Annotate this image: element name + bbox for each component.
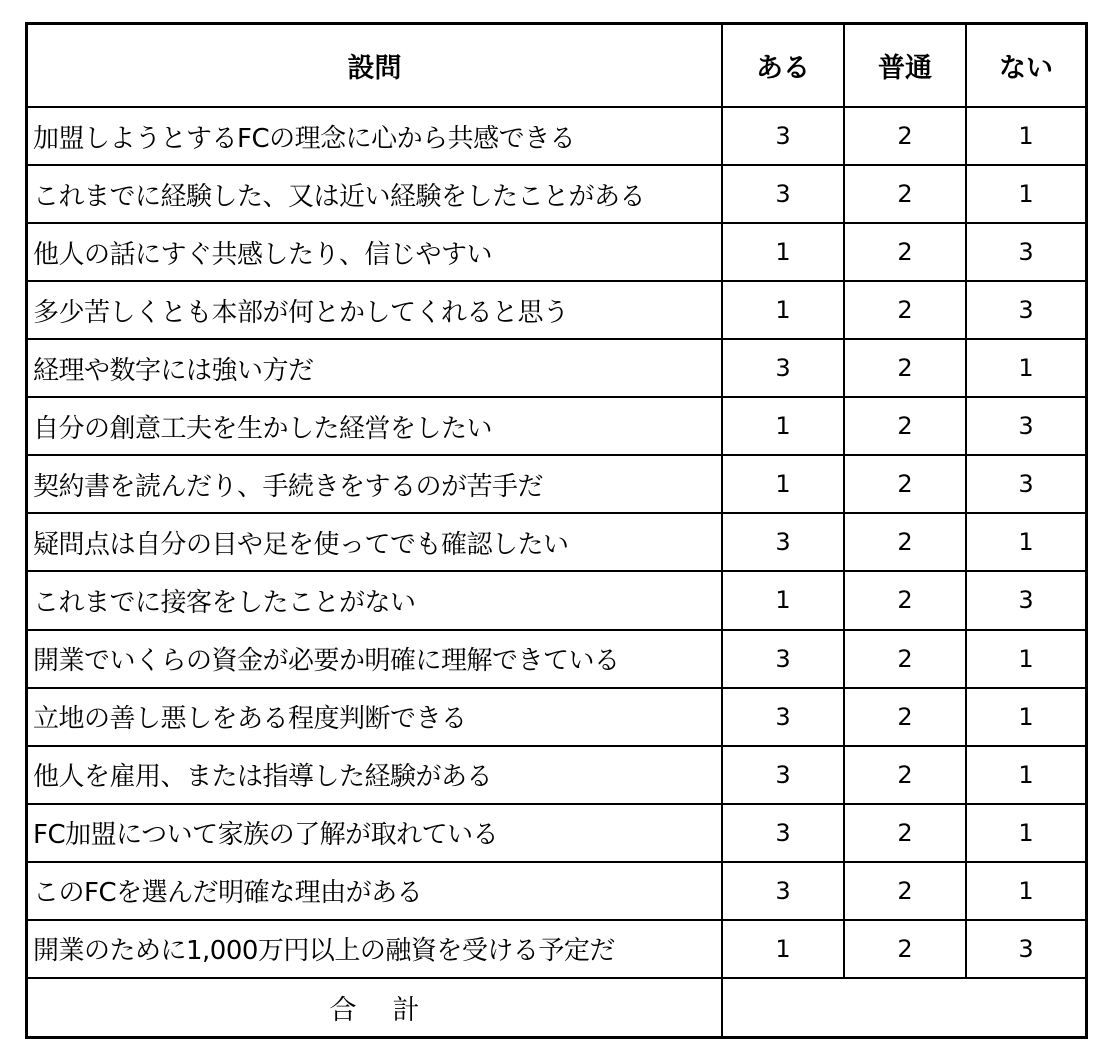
score-no: 3 <box>966 397 1085 455</box>
score-yes: 3 <box>722 862 844 920</box>
score-no: 1 <box>966 688 1085 746</box>
score-yes: 1 <box>722 223 844 281</box>
score-yes: 3 <box>722 107 844 165</box>
header-no: ない <box>966 25 1085 107</box>
survey-sheet <box>25 22 1088 1039</box>
score-normal: 2 <box>844 397 966 455</box>
score-normal: 2 <box>844 688 966 746</box>
table-row <box>28 746 1085 804</box>
score-yes: 3 <box>722 804 844 862</box>
score-no: 3 <box>966 281 1085 339</box>
score-yes: 3 <box>722 339 844 397</box>
question-text: 立地の善し悪しをある程度判断できる <box>28 688 722 746</box>
score-normal: 2 <box>844 862 966 920</box>
table-row <box>28 630 1085 688</box>
table-row <box>28 165 1085 223</box>
table-row <box>28 804 1085 862</box>
score-no: 1 <box>966 513 1085 571</box>
total-value-cell[interactable] <box>722 978 1085 1036</box>
table-row <box>28 223 1085 281</box>
header-row <box>28 25 1085 107</box>
score-no: 3 <box>966 920 1085 978</box>
table-row <box>28 513 1085 571</box>
question-text: 疑問点は自分の目や足を使ってでも確認したい <box>28 513 722 571</box>
score-no: 1 <box>966 165 1085 223</box>
survey-table <box>28 25 1085 1036</box>
question-text: 開業のために1,000万円以上の融資を受ける予定だ <box>28 920 722 978</box>
score-normal: 2 <box>844 223 966 281</box>
question-text: これまでに接客をしたことがない <box>28 571 722 629</box>
table-row <box>28 281 1085 339</box>
question-text: 加盟しようとするFCの理念に心から共感できる <box>28 107 722 165</box>
score-yes: 3 <box>722 688 844 746</box>
question-text: 経理や数字には強い方だ <box>28 339 722 397</box>
score-normal: 2 <box>844 746 966 804</box>
score-no: 1 <box>966 862 1085 920</box>
score-yes: 3 <box>722 513 844 571</box>
table-row <box>28 107 1085 165</box>
table-row <box>28 397 1085 455</box>
question-text: 多少苦しくとも本部が何とかしてくれると思う <box>28 281 722 339</box>
score-no: 1 <box>966 630 1085 688</box>
score-yes: 3 <box>722 746 844 804</box>
table-row <box>28 571 1085 629</box>
score-no: 1 <box>966 339 1085 397</box>
total-row <box>28 978 1085 1036</box>
score-no: 1 <box>966 746 1085 804</box>
score-normal: 2 <box>844 455 966 513</box>
score-normal: 2 <box>844 107 966 165</box>
table-row <box>28 862 1085 920</box>
score-normal: 2 <box>844 630 966 688</box>
score-normal: 2 <box>844 571 966 629</box>
score-yes: 1 <box>722 455 844 513</box>
score-yes: 1 <box>722 397 844 455</box>
score-normal: 2 <box>844 339 966 397</box>
question-text: 他人を雇用、または指導した経験がある <box>28 746 722 804</box>
score-yes: 3 <box>722 630 844 688</box>
question-text: 他人の話にすぐ共感したり、信じやすい <box>28 223 722 281</box>
header-normal: 普通 <box>844 25 966 107</box>
score-no: 1 <box>966 804 1085 862</box>
table-row <box>28 339 1085 397</box>
score-yes: 1 <box>722 571 844 629</box>
total-label: 合計 <box>28 978 722 1036</box>
score-normal: 2 <box>844 920 966 978</box>
question-text: これまでに経験した、又は近い経験をしたことがある <box>28 165 722 223</box>
score-no: 1 <box>966 107 1085 165</box>
score-normal: 2 <box>844 804 966 862</box>
score-no: 3 <box>966 571 1085 629</box>
score-yes: 3 <box>722 165 844 223</box>
score-yes: 1 <box>722 920 844 978</box>
score-yes: 1 <box>722 281 844 339</box>
question-text: このFCを選んだ明確な理由がある <box>28 862 722 920</box>
score-no: 3 <box>966 223 1085 281</box>
question-text: 契約書を読んだり、手続きをするのが苦手だ <box>28 455 722 513</box>
question-text: 開業でいくらの資金が必要か明確に理解できている <box>28 630 722 688</box>
question-text: 自分の創意工夫を生かした経営をしたい <box>28 397 722 455</box>
table-row <box>28 688 1085 746</box>
header-yes: ある <box>722 25 844 107</box>
question-text: FC加盟について家族の了解が取れている <box>28 804 722 862</box>
score-normal: 2 <box>844 281 966 339</box>
header-question: 設問 <box>28 25 722 107</box>
table-row <box>28 455 1085 513</box>
score-no: 3 <box>966 455 1085 513</box>
score-normal: 2 <box>844 513 966 571</box>
score-normal: 2 <box>844 165 966 223</box>
table-row <box>28 920 1085 978</box>
